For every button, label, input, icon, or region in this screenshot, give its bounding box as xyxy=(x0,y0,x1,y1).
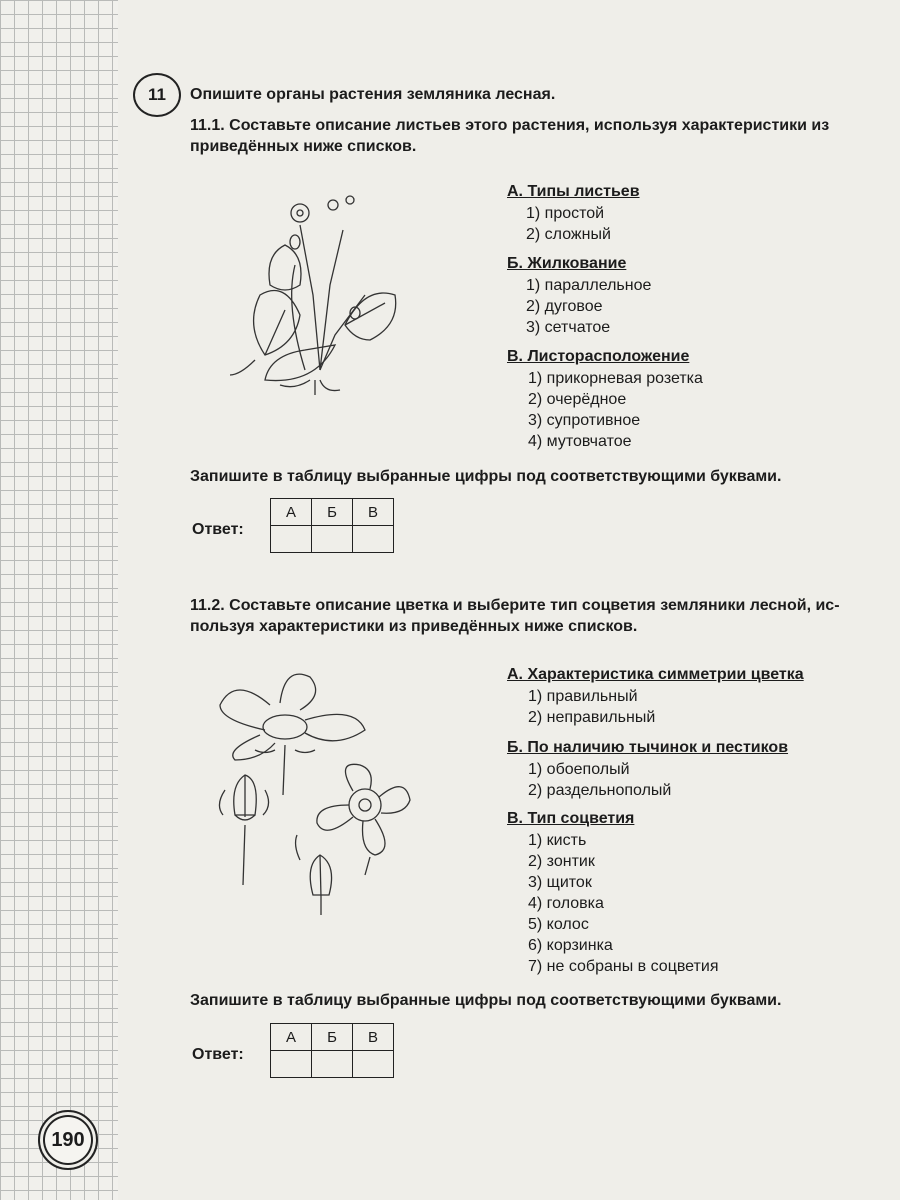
part2-list-c-item: 5) колос xyxy=(528,916,589,933)
part2-list-c-item: 6) корзинка xyxy=(528,937,613,954)
part1-answer-cell-c[interactable] xyxy=(353,526,394,553)
part2-list-a-heading: А. Характеристика симметрии цветка xyxy=(507,666,804,683)
part1-table-header-b: Б xyxy=(312,499,353,526)
part2-list-b-item: 1) обоеполый xyxy=(528,761,630,778)
part2-answer-label: Ответ: xyxy=(192,1046,244,1063)
part2-list-a-item: 2) неправильный xyxy=(528,709,656,726)
part1-answer-table xyxy=(270,498,394,553)
part2-list-c-item: 1) кисть xyxy=(528,832,587,849)
part1-list-c-item: 1) прикорневая розетка xyxy=(528,370,703,387)
strawberry-plant-illustration xyxy=(225,185,425,395)
page-number: 190 xyxy=(51,1128,85,1151)
strawberry-flowers-illustration xyxy=(205,665,435,915)
part1-list-b-item: 2) дуговое xyxy=(526,298,603,315)
part1-list-c-item: 2) очерёдное xyxy=(528,391,627,408)
part2-table-header-a: А xyxy=(271,1024,312,1051)
task-title: Опишите органы растения земляника лесная. xyxy=(190,86,556,103)
part2-answer-table xyxy=(270,1023,394,1078)
part2-list-c-item: 3) щиток xyxy=(528,874,592,891)
part2-list-c-item: 7) не собраны в соцветия xyxy=(528,958,719,975)
part1-list-c-item: 4) мутовчатое xyxy=(528,433,632,450)
page-number-badge xyxy=(38,1110,98,1170)
part1-list-a-heading: А. Типы листьев xyxy=(507,183,640,200)
part1-table-header-c: В xyxy=(353,499,394,526)
part2-table-header-c: В xyxy=(353,1024,394,1051)
part2-list-a-item: 1) правильный xyxy=(528,688,638,705)
part2-table-instruction: Запишите в таблицу выбранные цифры под соответствующими буквами. xyxy=(190,992,782,1009)
part1-answer-label: Ответ: xyxy=(192,521,244,538)
graph-paper-margin xyxy=(0,0,118,1200)
part1-table-header-a: А xyxy=(271,499,312,526)
part2-list-b-heading: Б. По наличию тычинок и пестиков xyxy=(507,739,789,756)
part1-list-b-item: 3) сетчатое xyxy=(526,319,611,336)
part1-list-b-heading: Б. Жилкование xyxy=(507,255,627,272)
part1-answer-cell-b[interactable] xyxy=(312,526,353,553)
part2-table-header-b: Б xyxy=(312,1024,353,1051)
part1-table-instruction: Запишите в таблицу выбранные цифры под соответствующими буквами. xyxy=(190,468,782,485)
task-number-badge xyxy=(133,73,181,117)
part2-answer-cell-b[interactable] xyxy=(312,1051,353,1078)
part1-list-b-item: 1) параллельное xyxy=(526,277,652,294)
task-number: 11 xyxy=(148,85,166,104)
part2-list-c-item: 4) головка xyxy=(528,895,604,912)
part2-list-c-item: 2) зонтик xyxy=(528,853,595,870)
part2-answer-cell-c[interactable] xyxy=(353,1051,394,1078)
part2-answer-cell-a[interactable] xyxy=(271,1051,312,1078)
part2-list-c-heading: В. Тип соцветия xyxy=(507,810,635,827)
part2-list-b-item: 2) раздельнополый xyxy=(528,782,672,799)
part2-instruction-line1: 11.2. Составьте описание цветка и выберите тип соцветия земляники лесной, ис- xyxy=(190,597,840,614)
part1-list-c-heading: В. Листорасположение xyxy=(507,348,690,365)
part1-instruction-line1: 11.1. Составьте описание листьев этого растения, используя характеристики из xyxy=(190,117,830,134)
part1-instruction-line2: приведённых ниже списков. xyxy=(190,138,417,155)
part1-list-a-item: 2) сложный xyxy=(526,226,611,243)
part2-instruction-line2: пользуя характеристики из приведённых ниже списков. xyxy=(190,618,638,635)
part1-list-a-item: 1) простой xyxy=(526,205,605,222)
part1-list-c-item: 3) супротивное xyxy=(528,412,641,429)
part1-answer-cell-a[interactable] xyxy=(271,526,312,553)
